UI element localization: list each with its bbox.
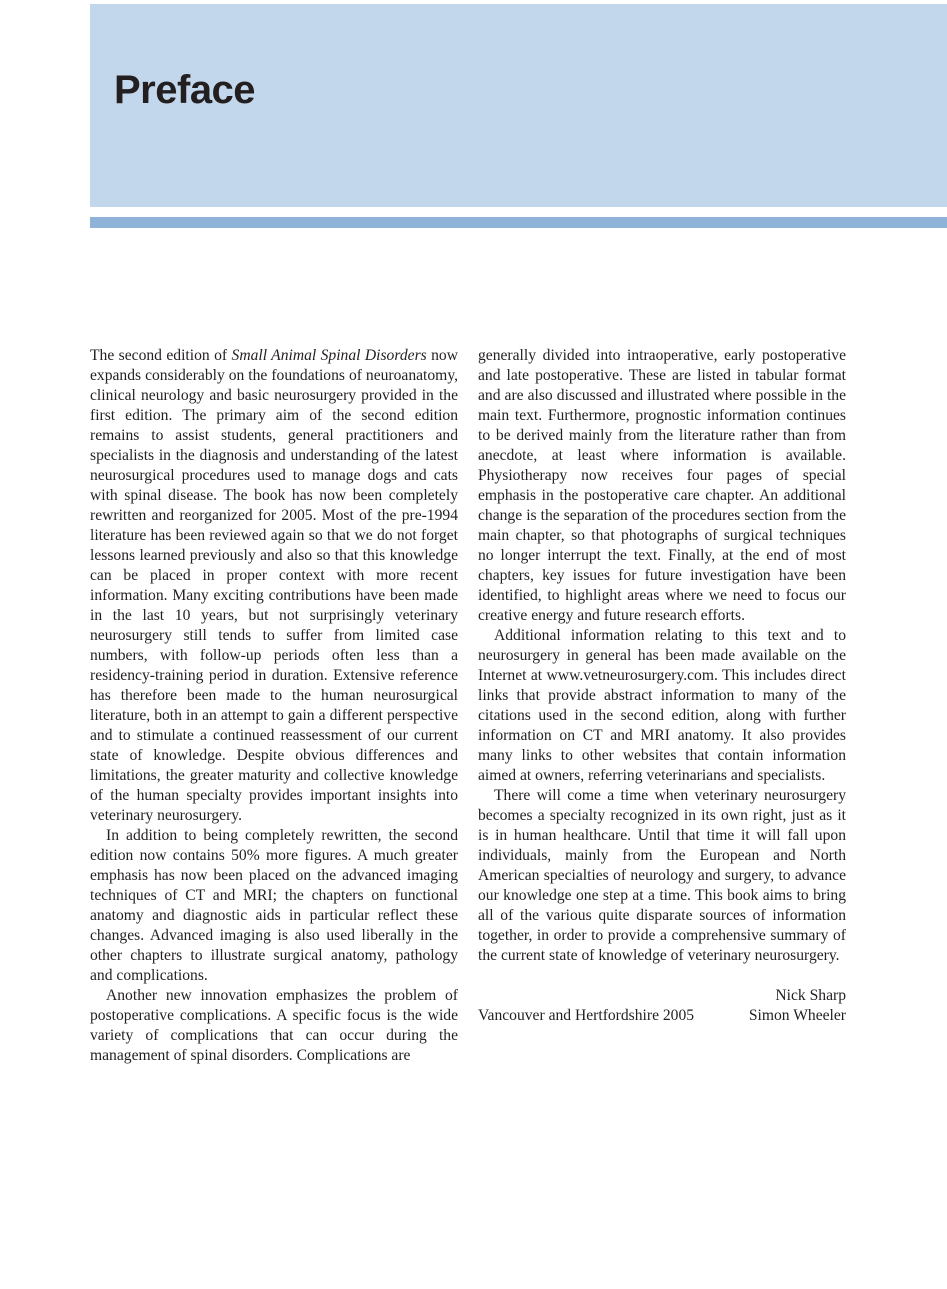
signature-block — [478, 986, 846, 1026]
body-paragraph — [90, 346, 458, 826]
right-column — [478, 346, 846, 1026]
left-column — [90, 346, 458, 1066]
paragraph-text: Additional information relating to this text and to neurosurgery in general has been made available on the Internet at www.vetneurosurgery.com. This includes direct links that provide abstract information to many of the citations used in the second edition, along with further information on CT and MRI anatomy. It also provides many links to other websites that contain information aimed at owners, referring veterinarians and specialists. — [478, 627, 846, 784]
body-paragraph — [90, 986, 458, 1066]
book-title-italic: Small Animal Spinal Disorders — [231, 347, 427, 364]
paragraph-text: The second edition of — [90, 347, 232, 364]
paragraph-text: generally divided into intraoperative, early postoperative and late postoperative. These are listed in tabular format and are also discussed and illustrated where possible in the main text. Furthermore, prognostic information continues to be derived mainly from the literature rather than from anecdote, at least where information is available. Physiotherapy now receives four pages of special emphasis in the postoperative care chapter. An additional change is the separation of the procedures section from the main chapter, so that photographs of surgical techniques no longer interrupt the text. Finally, at the end of most chapters, key issues for future investigation have been identified, to highlight areas where we need to focus our creative energy and future research efforts. — [478, 347, 846, 624]
author-name-2: Simon Wheeler — [748, 1007, 846, 1024]
page-title: Preface — [114, 68, 256, 112]
body-paragraph — [478, 346, 846, 626]
place-and-date: Vancouver and Hertfordshire 2005 — [478, 1007, 695, 1024]
paragraph-text: Another new innovation emphasizes the problem of postoperative complications. A specific focus is the wide variety of complications that can occur during the management of spinal disorders. Complications are — [90, 987, 458, 1064]
accent-rule — [90, 217, 947, 228]
body-paragraph — [478, 626, 846, 786]
paragraph-text: There will come a time when veterinary neurosurgery becomes a specialty recognized in its own right, just as it is in human healthcare. Until that time it will fall upon individuals, mainly from the European and North American specialties of neurology and surgery, to advance our knowledge one step at a time. This book aims to bring all of the various quite disparate sources of information together, in order to provide a comprehensive summary of the current state of knowledge of veterinary neurosurgery. — [478, 787, 846, 964]
author-name-1: Nick Sharp — [775, 987, 846, 1004]
paragraph-text: In addition to being completely rewritten, the second edition now contains 50% more figures. A much greater emphasis has now been placed on the advanced imaging techniques of CT and MRI; the chapters on functional anatomy and diagnostic aids in particular reflect these changes. Advanced imaging is also used liberally in the other chapters to illustrate surgical anatomy, pathology and complications. — [90, 827, 458, 984]
body-paragraph — [478, 786, 846, 966]
paragraph-text: now expands considerably on the foundations of neuroanatomy, clinical neurology and basic neurosurgery provided in the first edition. The primary aim of the second edition remains to assist students, general practitioners and specialists in the diagnosis and understanding of the latest neurosurgical procedures used to manage dogs and cats with spinal disease. The book has now been completely rewritten and reorganized for 2005. Most of the pre-1994 literature has been reviewed again so that we do not forget lessons learned previously and also so that this knowledge can be placed in proper context with more recent information. Many exciting contributions have been made in the last 10 years, but not surprisingly veterinary neurosurgery still tends to suffer from limited case numbers, with follow-up periods often less than a residency-training period in duration. Extensive reference has therefore been made to the human neurosurgical literature, both in an attempt to gain a different perspective and to stimulate a continued reassessment of our current state of knowledge. Despite obvious differences and limitations, the greater maturity and collective knowledge of the human specialty provides important insights into veterinary neurosurgery. — [90, 347, 458, 824]
body-paragraph — [90, 826, 458, 986]
